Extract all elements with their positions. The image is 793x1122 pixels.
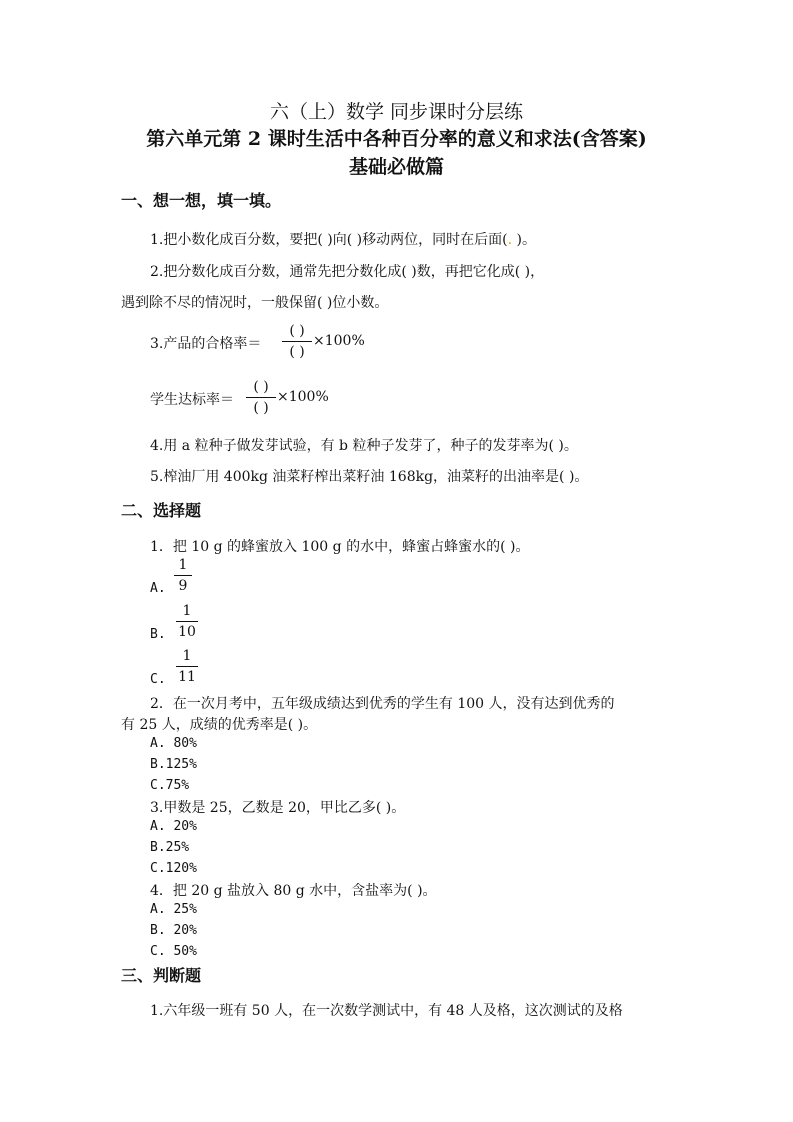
question-mark-dot: . bbox=[507, 232, 513, 248]
fraction-bar bbox=[176, 666, 198, 667]
question-2-4: 4．把 20 g 盐放入 80 g 水中，含盐率为( )。 bbox=[150, 883, 437, 899]
question-2-3: 3.甲数是 25，乙数是 20，甲比乙多( )。 bbox=[150, 800, 406, 816]
question-text: 1.把小数化成百分数，要把( )向( )移动两位，同时在后面( bbox=[150, 232, 508, 248]
fraction-bar bbox=[176, 621, 198, 622]
question-1-2-line2: 遇到除不尽的情况时，一般保留( )位小数。 bbox=[121, 295, 389, 311]
fraction-bar bbox=[246, 397, 276, 398]
fraction-denominator: 11 bbox=[178, 669, 196, 685]
fraction-numerator: 1 bbox=[182, 603, 192, 619]
question-1-2-line1: 2.把分数化成百分数，通常先把分数化成( )数，再把它化成( )， bbox=[150, 264, 545, 280]
question-2-2-line1: 2．在一次月考中，五年级成绩达到优秀的学生有 100 人，没有达到优秀的 bbox=[150, 696, 615, 712]
section-heading-true-false: 三、判断题 bbox=[121, 966, 202, 985]
question-1-3-label: 3.产品的合格率＝ bbox=[150, 336, 262, 352]
option-item: B.125% bbox=[150, 757, 197, 772]
option-item: B.25% bbox=[150, 840, 190, 855]
fraction-bar bbox=[282, 341, 312, 342]
option-item: A. 80% bbox=[150, 736, 197, 751]
question-1-3b-tail: ×100% bbox=[277, 389, 329, 405]
page-title: 六（上）数学 同步课时分层练 bbox=[269, 101, 524, 123]
option-item: A. 20% bbox=[150, 819, 197, 834]
option-b-fraction bbox=[176, 602, 198, 641]
fraction-numerator: ( ) bbox=[253, 379, 269, 395]
fraction-denominator: 10 bbox=[178, 624, 196, 640]
question-1-4: 4.用 a 粒种子做发芽试验，有 b 粒种子发芽了，种子的发芽率为( )。 bbox=[150, 438, 578, 454]
option-label: B. bbox=[150, 627, 166, 642]
option-label: C. bbox=[150, 672, 166, 687]
option-item: C.120% bbox=[150, 861, 197, 876]
question-2-1: 1．把 10 g 的蜂蜜放入 100 g 的水中，蜂蜜占蜂蜜水的( )。 bbox=[150, 539, 530, 555]
section-heading-choice: 二、选择题 bbox=[121, 501, 202, 520]
option-label: A. bbox=[150, 581, 166, 596]
question-3-1: 1.六年级一班有 50 人，在一次数学测试中，有 48 人及格，这次测试的及格 bbox=[150, 1003, 623, 1019]
fraction-denominator: 9 bbox=[178, 578, 188, 594]
question-1-3b-fraction bbox=[246, 378, 276, 417]
section-heading-fill-in: 一、想一想，填一填。 bbox=[121, 191, 282, 210]
option-item: C. 50% bbox=[150, 944, 197, 959]
level-label: 基础必做篇 bbox=[348, 156, 444, 178]
fraction-denominator: ( ) bbox=[289, 344, 305, 360]
fraction-denominator: ( ) bbox=[253, 400, 269, 416]
question-1-5: 5.榨油厂用 400kg 油菜籽榨出菜籽油 168kg，油菜籽的出油率是( )。 bbox=[150, 469, 589, 485]
question-2-2-line2: 有 25 人，成绩的优秀率是( )。 bbox=[121, 717, 318, 733]
question-1-1 bbox=[150, 229, 536, 249]
option-c-fraction bbox=[176, 647, 198, 686]
fraction-numerator: 1 bbox=[182, 648, 192, 664]
page-subtitle: 第六单元第 2 课时生活中各种百分率的意义和求法(含答案) bbox=[146, 128, 647, 150]
question-text-end: )。 bbox=[512, 232, 536, 248]
fraction-numerator: ( ) bbox=[289, 323, 305, 339]
option-item: C.75% bbox=[150, 778, 190, 793]
option-item: B. 20% bbox=[150, 923, 197, 938]
option-item: A. 25% bbox=[150, 902, 197, 917]
question-1-3-fraction bbox=[282, 322, 312, 361]
question-1-3-tail: ×100% bbox=[313, 333, 365, 349]
option-a-fraction bbox=[174, 556, 192, 595]
fraction-bar bbox=[174, 575, 192, 576]
fraction-numerator: 1 bbox=[178, 557, 188, 573]
question-1-3b-label: 学生达标率＝ bbox=[150, 392, 234, 408]
